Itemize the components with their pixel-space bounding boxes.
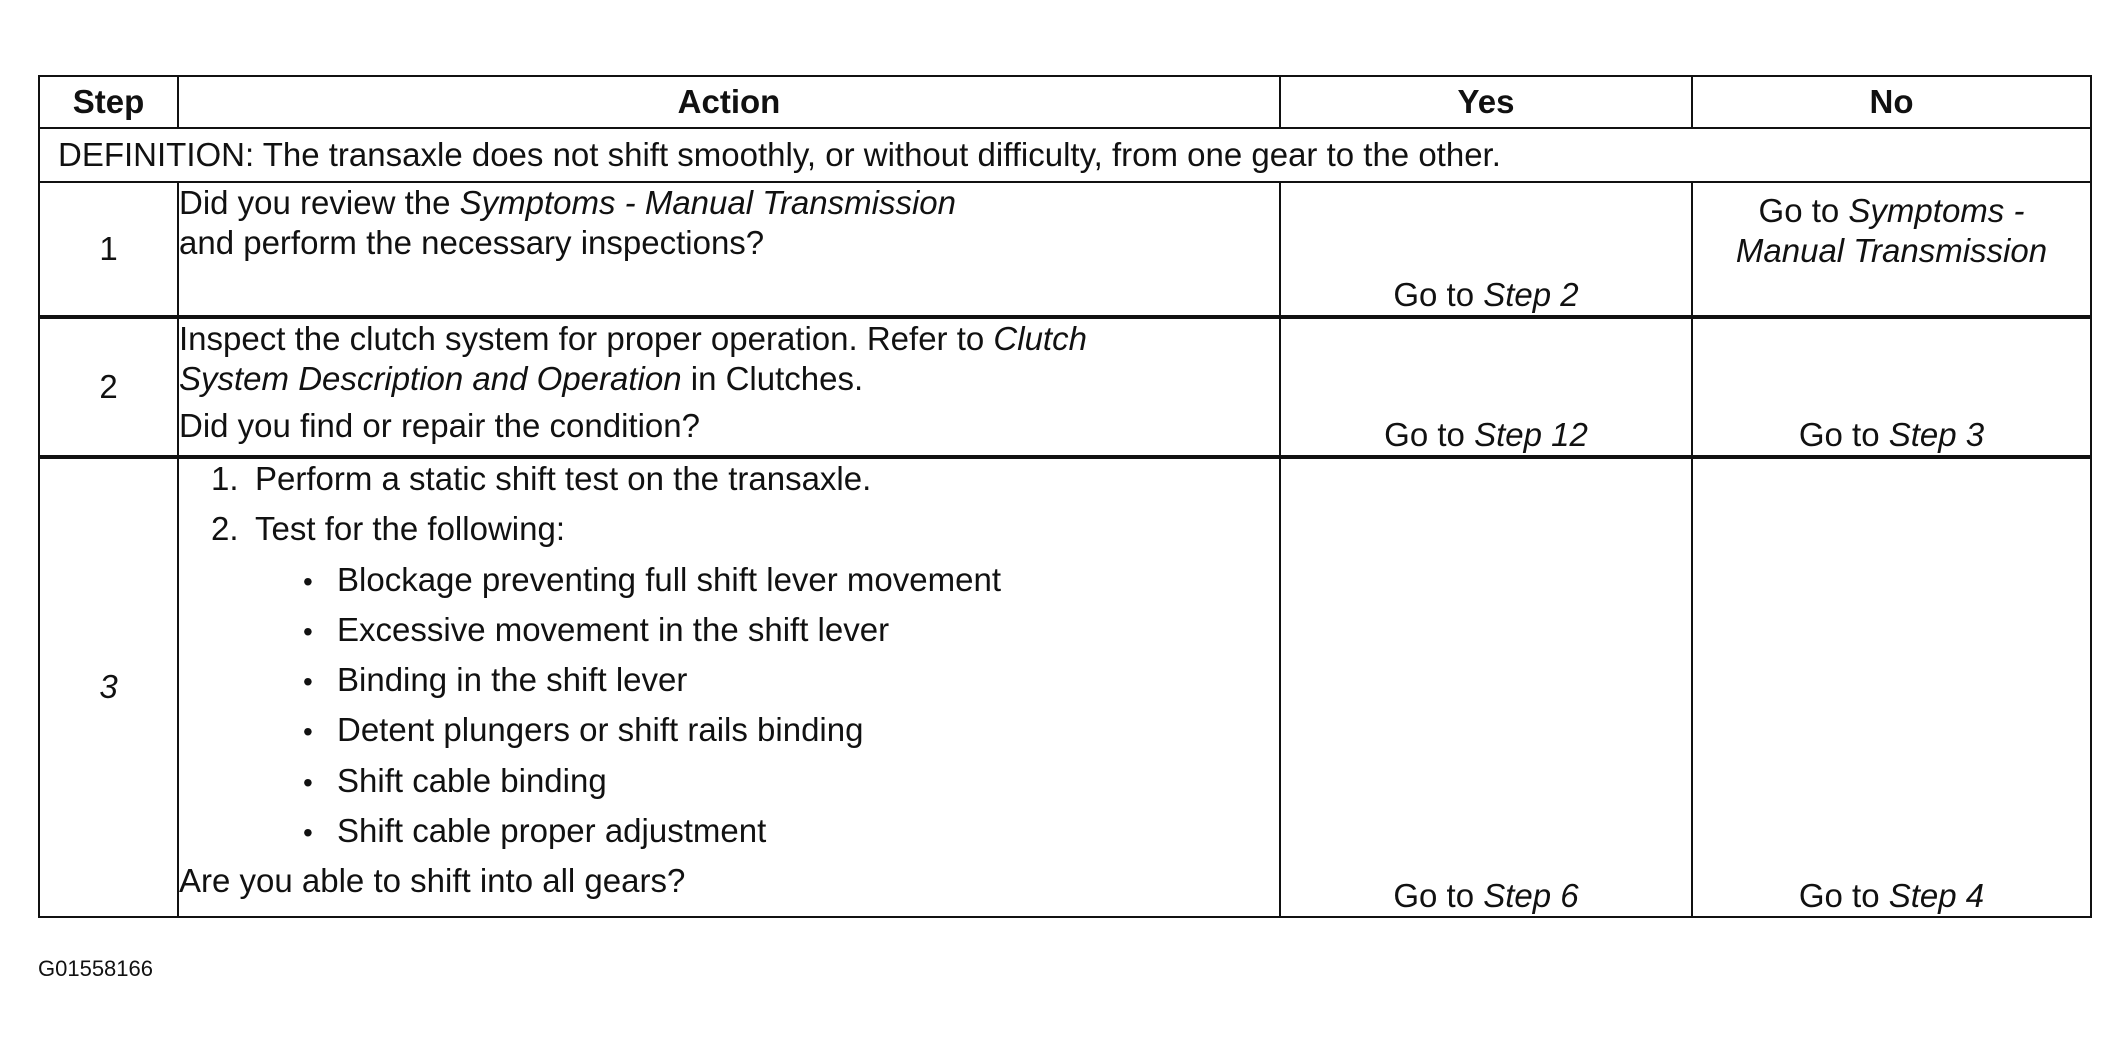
test-item: • Detent plungers or shift rails binding	[303, 711, 864, 749]
test-item: • Shift cable binding	[303, 761, 607, 799]
header-no: No	[1692, 76, 2091, 128]
table-row	[39, 457, 2091, 917]
test-item: • Shift cable proper adjustment	[303, 811, 767, 849]
test-item: • Blockage preventing full shift lever movement	[303, 560, 1001, 598]
yes-text: Go to	[1384, 415, 1475, 453]
action-reference: Clutch	[993, 320, 1087, 357]
yes-cell	[1280, 457, 1692, 917]
yes-step-link: Step 6	[1483, 876, 1579, 914]
bullet-icon: •	[303, 766, 313, 798]
yes-step-link: Step 12	[1474, 415, 1588, 453]
test-list	[211, 560, 1279, 852]
no-step-link: Step 4	[1888, 876, 1985, 914]
header-row	[39, 76, 2091, 128]
bullet-icon: •	[303, 816, 313, 848]
diagnostic-table	[38, 75, 2092, 918]
action-question: Are you able to shift into all gears?	[179, 862, 686, 899]
action-text: Inspect the clutch system for proper operation. Refer to	[179, 320, 994, 357]
procedure-text: Test for the following:	[255, 510, 565, 548]
definition-text: DEFINITION: The transaxle does not shift smoothly, or without difficulty, from one gear to the other.	[39, 128, 2091, 182]
no-step-link: Step 3	[1888, 415, 1985, 453]
action-cell	[178, 317, 1280, 457]
header-action: Action	[178, 76, 1280, 128]
no-text: Go to	[1798, 876, 1889, 914]
yes-text: Go to	[1393, 876, 1484, 914]
yes-cell	[1280, 182, 1692, 317]
test-item: • Binding in the shift lever	[303, 661, 688, 698]
step-number: 1	[39, 182, 178, 317]
no-cell	[1692, 317, 2091, 457]
yes-step-link: Step 2	[1483, 275, 1579, 313]
action-cell	[178, 182, 1280, 317]
bullet-icon: •	[303, 615, 313, 647]
action-reference: Symptoms - Manual Transmission	[459, 184, 956, 221]
procedure-item	[211, 459, 1279, 499]
no-text: Go to	[1758, 192, 1849, 229]
bullet-icon: •	[303, 666, 313, 697]
table-row	[39, 317, 2091, 457]
step-number: 2	[39, 317, 178, 457]
procedure-number: 2.	[211, 510, 239, 548]
header-yes: Yes	[1280, 76, 1692, 128]
no-cell	[1692, 457, 2091, 917]
yes-text: Go to	[1393, 275, 1484, 313]
action-line	[179, 183, 1279, 223]
action-text: Did you review the	[179, 184, 460, 221]
header-step: Step	[39, 76, 178, 128]
action-text: in Clutches.	[681, 360, 864, 398]
procedure-number: 1.	[211, 460, 239, 497]
procedure-list	[179, 459, 1279, 851]
bullet-icon: •	[303, 565, 313, 597]
action-cell	[178, 457, 1280, 917]
definition-row	[39, 128, 2091, 182]
table-row	[39, 182, 2091, 317]
figure-id: G01558166	[38, 956, 153, 981]
action-line	[179, 359, 1279, 399]
bullet-icon: •	[303, 716, 313, 748]
procedure-text: Perform a static shift test on the transaxle.	[255, 460, 872, 497]
action-question: Did you find or repair the condition?	[179, 406, 700, 444]
no-line	[1693, 191, 2090, 231]
procedure-item	[211, 509, 1279, 851]
no-text: Go to	[1798, 415, 1889, 453]
action-reference: System Description and Operation	[179, 360, 682, 398]
no-cell	[1692, 182, 2091, 317]
no-reference: Manual Transmission	[1735, 232, 2048, 270]
no-reference: Symptoms -	[1848, 192, 2025, 229]
action-text: and perform the necessary inspections?	[179, 224, 765, 262]
action-line	[179, 319, 1279, 359]
yes-cell	[1280, 317, 1692, 457]
step-number: 3	[39, 457, 178, 917]
test-item: • Excessive movement in the shift lever	[303, 610, 890, 648]
